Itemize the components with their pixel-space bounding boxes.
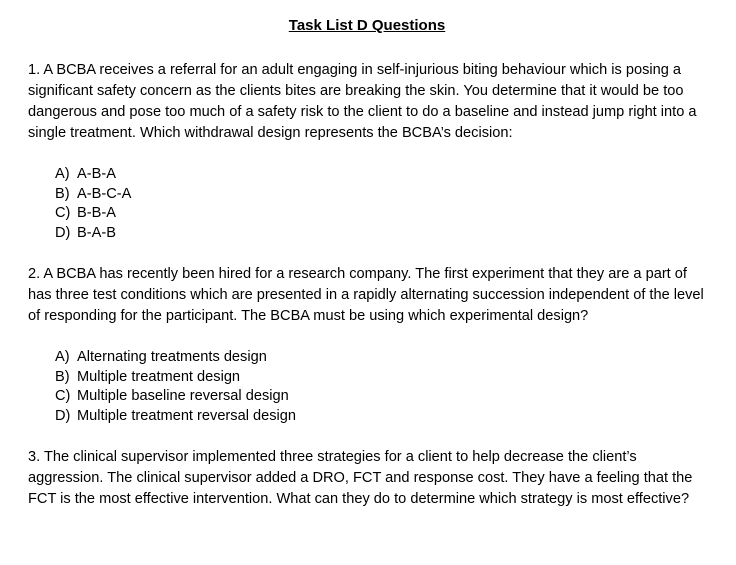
option-letter: A) xyxy=(55,349,70,365)
answer-option xyxy=(55,204,706,224)
option-letter: D) xyxy=(55,407,71,424)
option-letter: C) xyxy=(55,388,71,404)
option-text: B-B-A xyxy=(77,205,116,221)
option-text: A-B-A xyxy=(77,166,116,182)
question-2 xyxy=(28,264,706,426)
option-letter: B) xyxy=(55,368,70,385)
option-text: A-B-C-A xyxy=(77,185,132,202)
answer-option xyxy=(55,165,706,185)
question-1-text: 1. A BCBA receives a referral for an adult engaging in self-injurious biting behaviour which is posing a significant safety concern as the clients bites are breaking the skin. You determine that it would be too dangerous and pose too much of a safety risk to the client to do a baseline and instead jump right into a single treatment. Which withdrawal design represents the BCBA’s decision: xyxy=(28,62,697,141)
option-letter: D) xyxy=(55,224,71,241)
option-text: Multiple baseline reversal design xyxy=(77,388,289,404)
option-text: B-A-B xyxy=(77,224,116,241)
option-letter: C) xyxy=(55,205,71,221)
answer-option xyxy=(55,387,706,407)
answer-option xyxy=(55,407,706,427)
answer-option xyxy=(55,185,706,205)
option-text: Alternating treatments design xyxy=(77,349,267,365)
answer-option xyxy=(55,348,706,368)
answer-option xyxy=(55,224,706,244)
answer-option xyxy=(55,368,706,388)
document-title: Task List D Questions xyxy=(288,17,446,34)
question-3-text: 3. The clinical supervisor implemented three strategies for a client to help decrease the client’s aggression. The clinical supervisor added a DRO, FCT and response cost. They have a feeling that the FCT is the most effective intervention. What can they do to determine which strategy is most effective? xyxy=(28,449,693,507)
question-3 xyxy=(28,447,706,510)
question-2-text: 2. A BCBA has recently been hired for a research company. The first experiment that they are a part of has three test conditions which are presented in a rapidly alternating succession independent of the level of responding for the participant. The BCBA must be using which experimental design? xyxy=(28,266,704,324)
option-text: Multiple treatment reversal design xyxy=(77,407,297,424)
option-text: Multiple treatment design xyxy=(77,368,241,385)
option-letter: A) xyxy=(55,166,70,182)
question-2-options xyxy=(55,348,706,426)
question-1-options xyxy=(55,165,706,243)
question-1 xyxy=(28,60,706,243)
option-letter: B) xyxy=(55,185,70,202)
